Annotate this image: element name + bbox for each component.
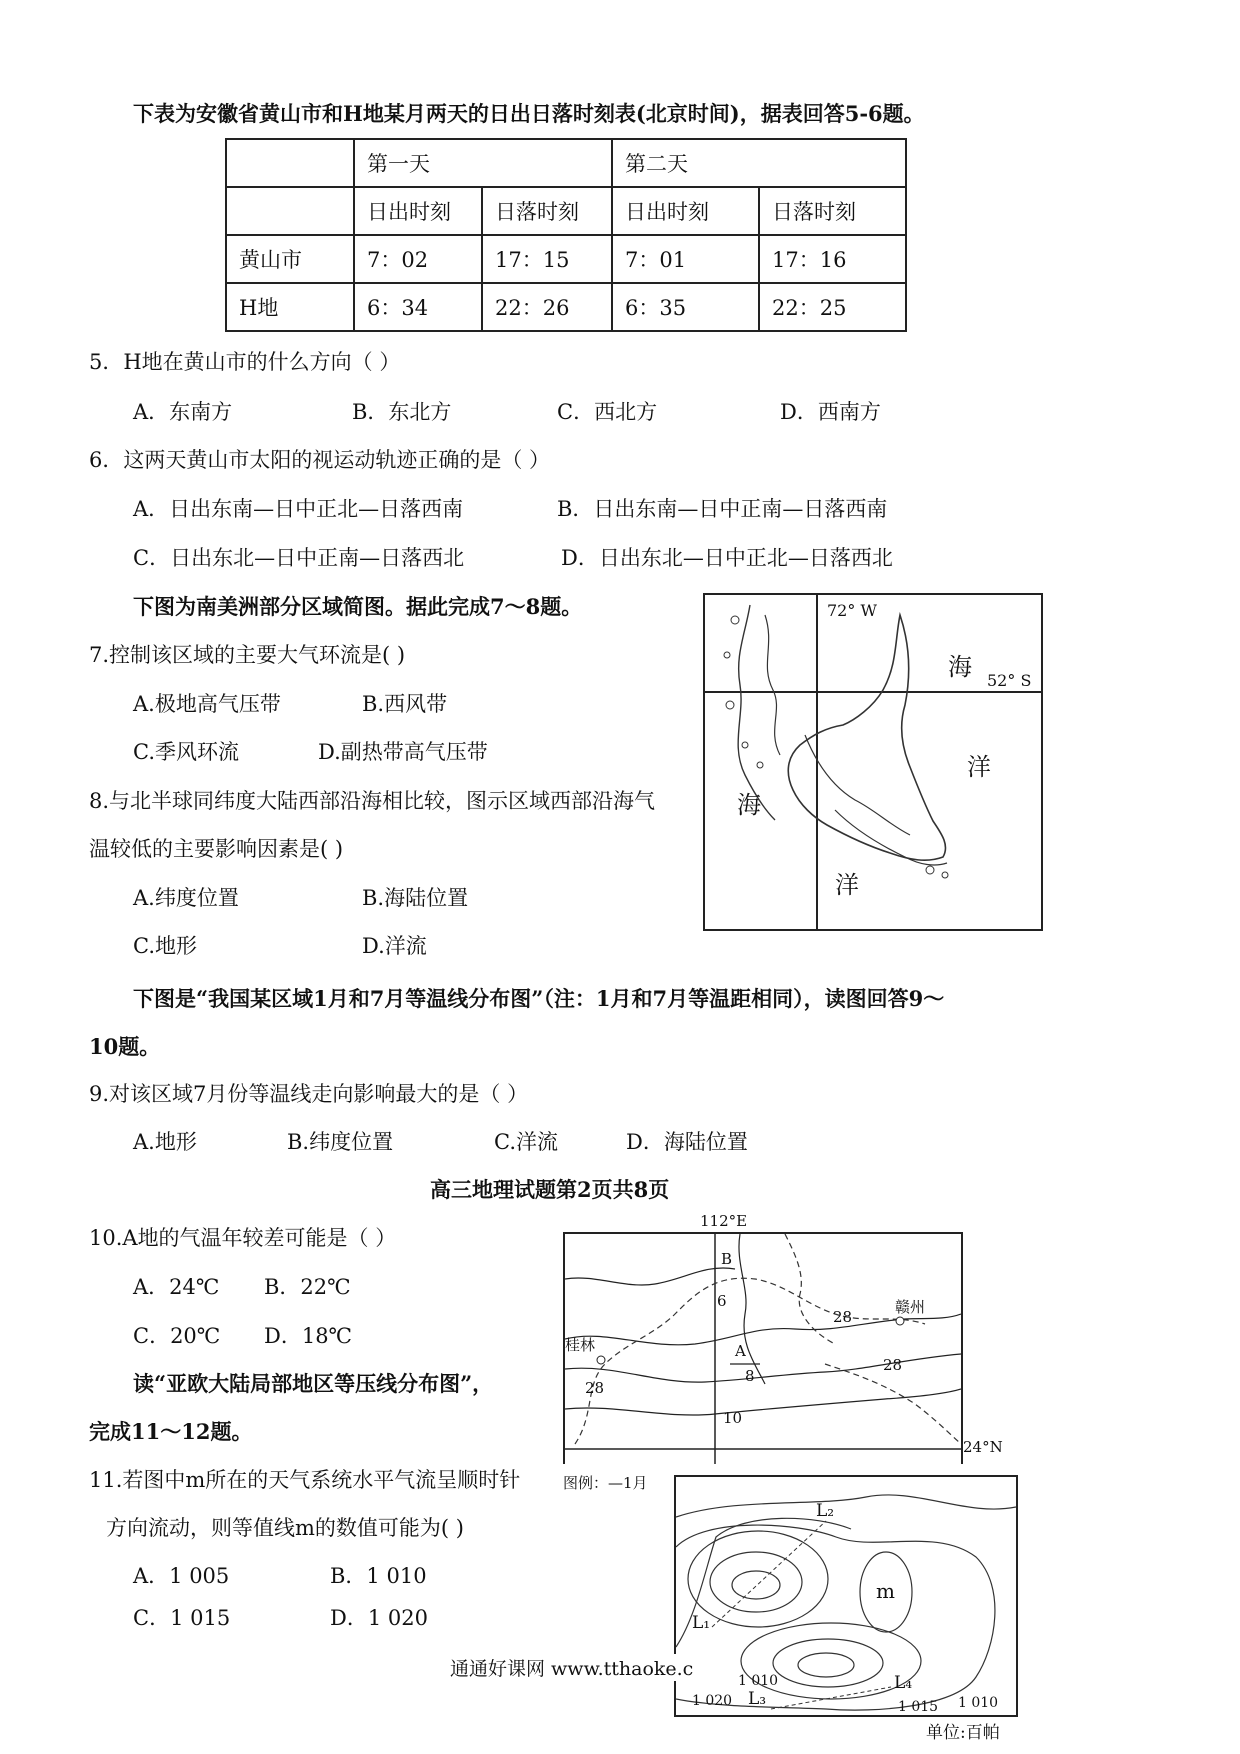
q6-option-b: B．日出东南—日中正南—日落西南 — [557, 497, 888, 521]
map1-label-ocean-west: 洋 — [835, 871, 859, 899]
table-cell: 22：26 — [482, 283, 612, 331]
table-row — [226, 235, 906, 283]
watermark: 通通好课网 www.tthaoke.c — [450, 1654, 693, 1681]
question-7-stem: 7.控制该区域的主要大气环流是( ) — [89, 643, 406, 667]
map2-isotherm-8: 8 — [745, 1367, 755, 1385]
table-cell: 17：16 — [759, 235, 906, 283]
q7-option-b: B.西风带 — [362, 692, 448, 716]
table-cell-place: 黄山市 — [226, 235, 354, 283]
map3-label-l4: L₄ — [894, 1673, 913, 1693]
map3-label-l2: L₂ — [816, 1501, 835, 1521]
map2-isotherm-28: 28 — [883, 1356, 903, 1374]
map3-label-l3: L₃ — [748, 1689, 767, 1709]
question-11-stem-cont: 方向流动，则等值线m的数值可能为( ) — [106, 1516, 464, 1540]
sun-table — [225, 138, 907, 332]
map3-isobar-1010: 1 010 — [738, 1673, 779, 1689]
question-6-stem: 6．这两天黄山市太阳的视运动轨迹正确的是（ ） — [89, 448, 551, 472]
map2-longitude-label: 112°E — [700, 1212, 748, 1230]
table-cell: 7：02 — [354, 235, 482, 283]
q8-option-c: C.地形 — [133, 934, 197, 958]
q11-option-c: C．1 015 — [133, 1606, 231, 1630]
map2-legend: 图例：—1月 — [563, 1474, 648, 1492]
map3-isobar-1015: 1 015 — [898, 1699, 939, 1715]
question-8-stem-cont: 温较低的主要影响因素是( ) — [89, 837, 344, 861]
map2-label-ganzhou: 赣州 — [895, 1298, 926, 1316]
table-header-day1: 第一天 — [354, 139, 612, 187]
south-america-map — [703, 593, 1043, 931]
table-cell: 7：01 — [612, 235, 759, 283]
q9-option-c: C.洋流 — [494, 1130, 558, 1154]
intro-7-8: 下图为南美洲部分区域简图。据此完成7～8题。 — [133, 594, 583, 619]
q7-option-d: D.副热带高气压带 — [318, 740, 488, 764]
map3-label-l1: L₁ — [692, 1613, 711, 1633]
table-header-sunset: 日落时刻 — [759, 187, 906, 235]
table-header-sunrise: 日出时刻 — [612, 187, 759, 235]
map2-label-a: A — [735, 1342, 746, 1360]
map3-unit-label: 单位:百帕 — [926, 1723, 1000, 1743]
map1-label-ocean: 洋 — [967, 753, 991, 781]
table-cell: 6：34 — [354, 283, 482, 331]
table-header-sunset: 日落时刻 — [482, 187, 612, 235]
q10-option-c: C．20℃ — [133, 1324, 221, 1348]
map1-label-sea-west: 海 — [737, 791, 761, 819]
q7-option-a: A.极地高气压带 — [133, 692, 281, 716]
q10-option-a: A．24℃ — [133, 1275, 220, 1299]
question-5-stem: 5．H地在黄山市的什么方向（ ） — [89, 350, 401, 374]
intro-5-6: 下表为安徽省黄山市和H地某月两天的日出日落时刻表(北京时间)，据表回答5-6题。 — [133, 101, 925, 126]
map1-latitude-label: 52° S — [987, 671, 1032, 690]
page-footer: 高三地理试题第2页共8页 — [430, 1177, 670, 1202]
q8-option-a: A.纬度位置 — [133, 886, 239, 910]
q11-option-b: B．1 010 — [330, 1564, 427, 1588]
map2-latitude-label: 24°N — [963, 1438, 1003, 1456]
map1-longitude-label: 72° W — [827, 601, 877, 620]
map2-isotherm-28: 28 — [833, 1308, 853, 1326]
q9-option-d: D．海陆位置 — [626, 1130, 748, 1154]
isobar-map — [674, 1475, 1018, 1717]
table-header-day2: 第二天 — [612, 139, 906, 187]
q6-option-d: D．日出东北—日中正北—日落西北 — [561, 546, 893, 570]
map3-isobar-1020: 1 020 — [692, 1693, 733, 1709]
map2-isotherm-6: 6 — [717, 1292, 727, 1310]
q10-option-b: B．22℃ — [264, 1275, 351, 1299]
q7-option-c: C.季风环流 — [133, 740, 239, 764]
table-cell: 6：35 — [612, 283, 759, 331]
table-cell: 17：15 — [482, 235, 612, 283]
intro-9-10-cont: 10题。 — [89, 1034, 161, 1059]
q8-option-d: D.洋流 — [362, 934, 427, 958]
question-11-stem: 11.若图中m所在的天气系统水平气流呈顺时针 — [89, 1468, 521, 1492]
table-corner — [226, 139, 354, 187]
q5-option-a: A．东南方 — [133, 400, 233, 424]
map3-label-m: m — [876, 1579, 895, 1603]
map2-label-guilin: 桂林 — [565, 1336, 596, 1354]
table-cell: 22：25 — [759, 283, 906, 331]
q5-option-c: C．西北方 — [557, 400, 658, 424]
q10-option-d: D．18℃ — [264, 1324, 353, 1348]
q5-option-d: D．西南方 — [780, 400, 881, 424]
q11-option-a: A．1 005 — [133, 1564, 230, 1588]
intro-11-12: 读“亚欧大陆局部地区等压线分布图”， — [133, 1371, 494, 1396]
q5-option-b: B．东北方 — [352, 400, 452, 424]
table-header-sunrise: 日出时刻 — [354, 187, 482, 235]
q11-option-d: D．1 020 — [330, 1606, 428, 1630]
map2-isotherm-10: 10 — [723, 1409, 743, 1427]
table-cell-place: H地 — [226, 283, 354, 331]
question-10-stem: 10.A地的气温年较差可能是（ ） — [89, 1226, 397, 1250]
q8-option-b: B.海陆位置 — [362, 886, 469, 910]
map2-label-b: B — [721, 1250, 733, 1268]
map3-isobar-1010: 1 010 — [958, 1695, 999, 1711]
table-row — [226, 283, 906, 331]
map1-label-sea: 海 — [948, 653, 972, 681]
q9-option-b: B.纬度位置 — [287, 1130, 394, 1154]
q6-option-c: C．日出东北—日中正南—日落西北 — [133, 546, 465, 570]
intro-11-12-cont: 完成11～12题。 — [89, 1419, 253, 1444]
isotherm-map — [563, 1232, 963, 1464]
question-8-stem: 8.与北半球同纬度大陆西部沿海相比较，图示区域西部沿海气 — [89, 789, 656, 813]
question-9-stem: 9.对该区域7月份等温线走向影响最大的是（ ） — [89, 1082, 529, 1106]
q6-option-a: A．日出东南—日中正北—日落西南 — [133, 497, 464, 521]
map2-isotherm-28: 28 — [585, 1379, 605, 1397]
intro-9-10: 下图是“我国某区域1月和7月等温线分布图”（注：1月和7月等温距相同），读图回答9～ — [133, 986, 945, 1011]
q9-option-a: A.地形 — [133, 1130, 197, 1154]
